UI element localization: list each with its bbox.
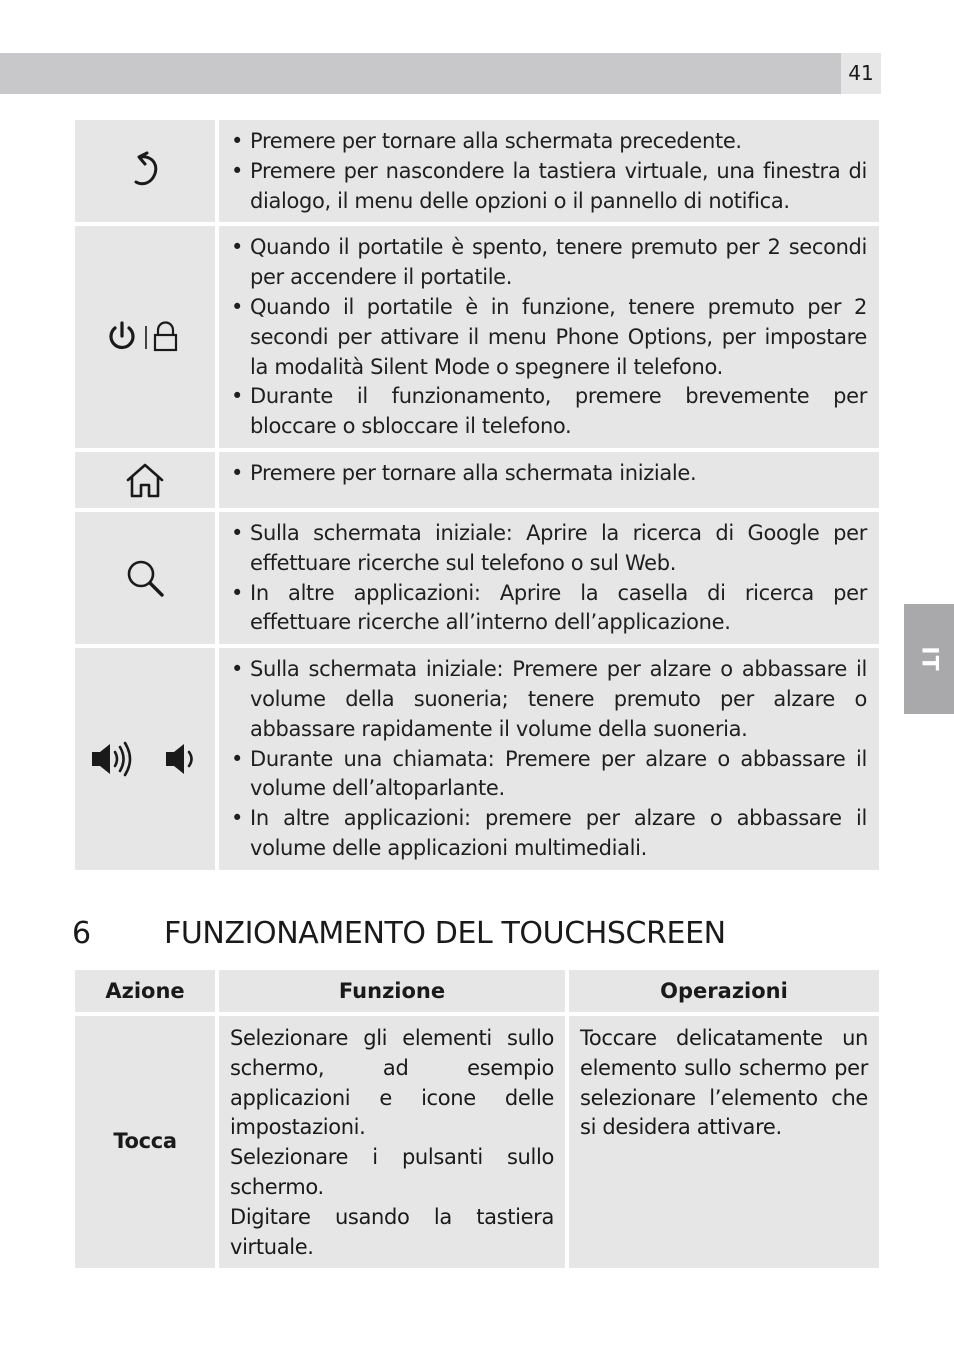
bullet-item: • In altre applicazioni: Aprire la casella di ricerca per effettuare ricerche all’interno dell’applicazione. xyxy=(231,579,867,639)
bullet-item: • In altre applicazioni: premere per alzare o abbassare il volume delle applicazioni multimediali. xyxy=(231,804,867,864)
bullet-item: • Quando il portatile è in funzione, tenere premuto per 2 secondi per attivare il menu Phone Options, per impostare la modalità Silent Mode o spegnere il telefono. xyxy=(231,293,867,382)
home-icon xyxy=(124,461,166,499)
table-row xyxy=(75,1016,879,1268)
touchscreen-table xyxy=(75,970,879,1268)
key-icon-cell xyxy=(75,512,219,648)
bullet-item: • Premere per nascondere la tastiera virtuale, una finestra di dialogo, il menu delle opzioni o il pannello di notifica. xyxy=(231,157,867,217)
key-row-home xyxy=(75,452,879,512)
hardware-keys-table xyxy=(75,120,879,874)
language-tab xyxy=(904,604,954,714)
operations-cell: Toccare delicatamente un elemento sullo schermo per selezionare l’elemento che si desidera attivare. xyxy=(569,1016,879,1268)
function-line: Digitare usando la tastiera virtuale. xyxy=(230,1204,554,1259)
key-description-cell xyxy=(219,120,879,226)
key-description-cell xyxy=(219,512,879,648)
back-icon xyxy=(125,149,165,193)
bullet-item: • Premere per tornare alla schermata precedente. xyxy=(231,127,867,157)
page-number: 41 xyxy=(841,53,881,94)
column-header-operazioni: Operazioni xyxy=(569,970,879,1016)
key-icon-cell xyxy=(75,120,219,226)
bullet-item: • Sulla schermata iniziale: Premere per alzare o abbassare il volume della suoneria; tenere premuto per alzare o abbassare rapidamente il volume della suoneria. xyxy=(231,655,867,744)
key-row-back xyxy=(75,120,879,226)
bullet-item: • Durante una chiamata: Premere per alzare o abbassare il volume dell’altoparlante. xyxy=(231,745,867,805)
key-row-volume xyxy=(75,648,879,874)
bullet-item: • Durante il funzionamento, premere brevemente per bloccare o sbloccare il telefono. xyxy=(231,382,867,442)
bullet-item: • Premere per tornare alla schermata iniziale. xyxy=(231,459,867,489)
bullet-item: • Quando il portatile è spento, tenere premuto per 2 secondi per accendere il portatile. xyxy=(231,233,867,293)
key-row-search xyxy=(75,512,879,648)
section-heading xyxy=(72,912,872,956)
language-tab-label: IT xyxy=(916,646,942,672)
section-title: FUNZIONAMENTO DEL TOUCHSCREEN xyxy=(164,916,726,951)
volume-up-icon xyxy=(90,739,138,779)
action-cell: Tocca xyxy=(75,1016,219,1268)
column-header-azione: Azione xyxy=(75,970,219,1016)
key-row-power xyxy=(75,226,879,452)
search-icon xyxy=(124,557,166,599)
key-description-cell xyxy=(219,226,879,452)
key-icon-cell xyxy=(75,226,219,452)
function-cell xyxy=(219,1016,569,1268)
key-icon-cell xyxy=(75,648,219,874)
bullet-item: • Sulla schermata iniziale: Aprire la ricerca di Google per effettuare ricerche sul telefono o sul Web. xyxy=(231,519,867,579)
power-lock-icon xyxy=(107,320,183,354)
section-number: 6 xyxy=(72,916,91,951)
volume-down-icon xyxy=(164,739,200,779)
header-bar xyxy=(0,53,841,94)
column-header-funzione: Funzione xyxy=(219,970,569,1016)
key-description-cell xyxy=(219,452,879,512)
function-line: Selezionare gli elementi sullo schermo, ad esempio applicazioni e icone delle impostazioni. xyxy=(230,1026,554,1140)
function-line: Selezionare i pulsanti sullo schermo. xyxy=(230,1145,554,1199)
key-icon-cell xyxy=(75,452,219,512)
table-header-row xyxy=(75,970,879,1016)
key-description-cell xyxy=(219,648,879,874)
